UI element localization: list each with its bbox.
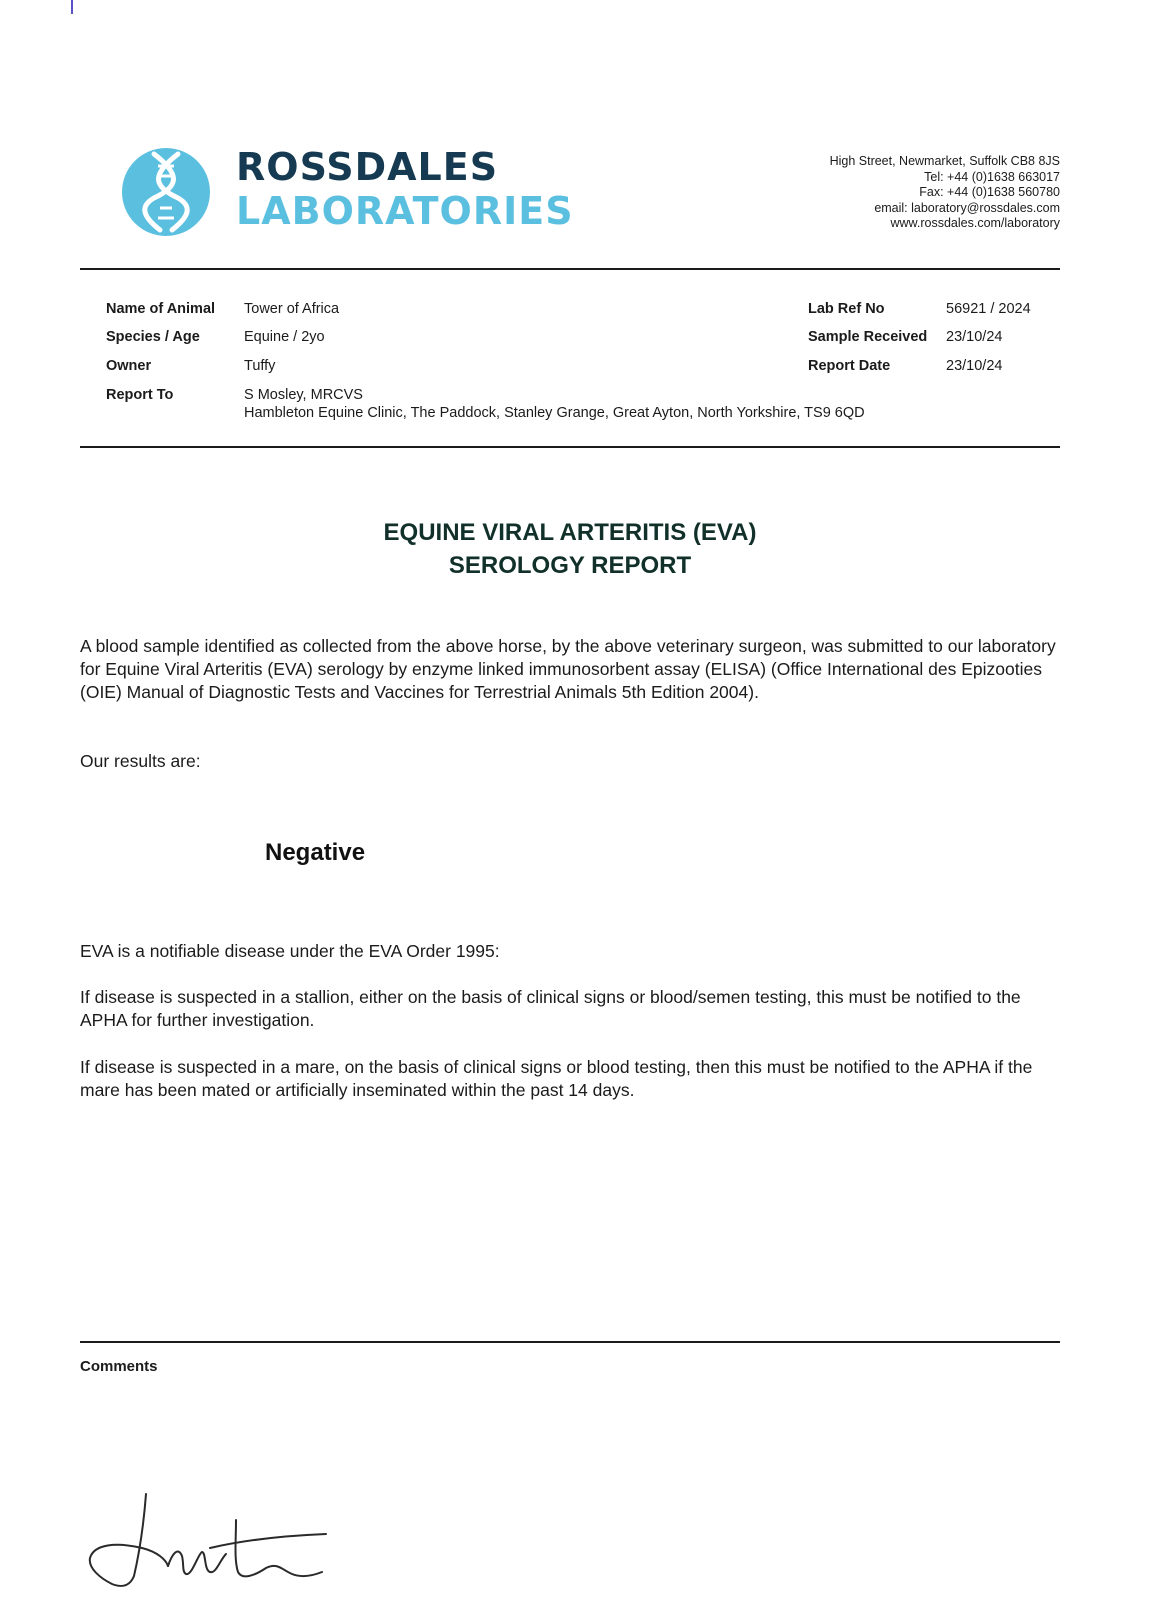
owner-value: Tuffy (244, 358, 276, 374)
handwritten-signature (86, 1490, 336, 1590)
name-of-animal-label: Name of Animal (106, 301, 216, 317)
intro-paragraph: A blood sample identified as collected from the above horse, by the above veterinary surgeon, was submitted to our laboratory for Equine Viral Arteritis (EVA) serology by enzyme linked immunosorbent assay (ELISA) (Office International des Epizooties (OIE) Manual of Diagnostic Tests and Vaccines for Terrestrial Animals 5th Edition 2004). (80, 636, 1056, 702)
owner-label: Owner (106, 358, 152, 374)
report-to-label: Report To (106, 387, 174, 403)
divider-top (80, 268, 1060, 270)
logo-line-laboratories: LABORATORIES (236, 189, 574, 233)
report-title-line2: SEROLOGY REPORT (448, 552, 692, 579)
logo-wordmark (236, 145, 574, 233)
report-to-name: S Mosley, MRCVS (244, 387, 363, 403)
lab-ref-value: 56921 / 2024 (946, 301, 1031, 317)
report-date-label: Report Date (808, 358, 891, 374)
address-email[interactable]: email: laboratory@rossdales.com (874, 200, 1060, 215)
address-street: High Street, Newmarket, Suffolk CB8 8JS (829, 154, 1060, 168)
report-date-value: 23/10/24 (946, 358, 1003, 374)
comments-label: Comments (80, 1358, 158, 1375)
species-age-value: Equine / 2yo (244, 329, 325, 345)
logo-line-rossdales: ROSSDALES (236, 145, 499, 189)
sample-received-label: Sample Received (808, 329, 928, 345)
divider-bottom (80, 1341, 1060, 1343)
name-of-animal-value: Tower of Africa (244, 301, 340, 317)
lab-ref-label: Lab Ref No (808, 301, 885, 317)
address-fax: Fax: +44 (0)1638 560780 (919, 185, 1060, 199)
report-header (80, 140, 1060, 250)
address-website[interactable]: www.rossdales.com/laboratory (890, 216, 1060, 230)
report-title-line1: EQUINE VIRAL ARTERITIS (EVA) (383, 519, 757, 546)
notifiable-statement: EVA is a notifiable disease under the EVA Order 1995: (80, 941, 500, 961)
report-to-address: Hambleton Equine Clinic, The Paddock, Stanley Grange, Great Ayton, North Yorkshire, TS9 6QD (244, 405, 865, 421)
lab-address (830, 154, 1060, 232)
stallion-note: If disease is suspected in a stallion, either on the basis of clinical signs or blood/semen testing, this must be notified to the APHA for further investigation. (80, 987, 1021, 1030)
divider-middle (80, 446, 1060, 448)
text-cursor (71, 0, 73, 14)
address-tel: Tel: +44 (0)1638 663017 (924, 169, 1060, 184)
dna-helix-icon (120, 146, 212, 238)
report-title (80, 516, 1060, 582)
rossdales-logo (120, 146, 590, 238)
mare-note: If disease is suspected in a mare, on the basis of clinical signs or blood testing, then this must be notified to the APHA if the mare has been mated or artificially inseminated within the past 14 days. (80, 1057, 1033, 1100)
results-lead: Our results are: (80, 751, 201, 771)
sample-received-value: 23/10/24 (946, 329, 1003, 345)
species-age-label: Species / Age (106, 329, 200, 345)
test-result: Negative (265, 839, 366, 866)
